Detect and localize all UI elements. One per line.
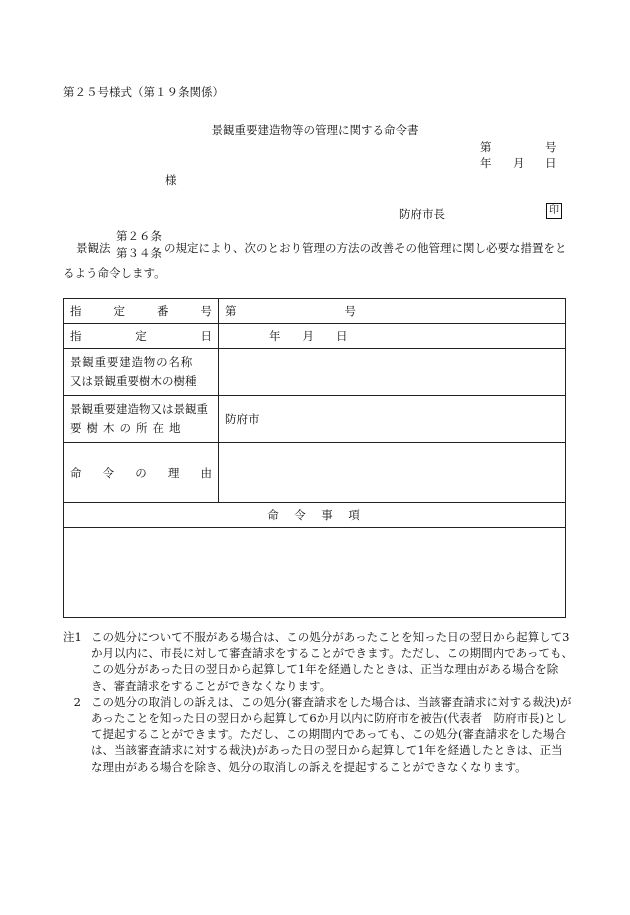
- note-text: この処分について不服がある場合は、この処分があったことを知った日の翌日から起算して3か月以内に、市長に対して審査請求をすることができます。ただし、この期間内であっても、この処分があった日の翌日から起算して1年を経過したときは、正当な理由がある場合を除き、審査請求をすることができなくなります。: [91, 630, 573, 693]
- body-text-line1: の規定により、次のとおり管理の方法の改善その他管理に関し必要な措置をと: [164, 241, 567, 255]
- label-char: 指: [70, 329, 82, 343]
- note-marker: 注1: [63, 630, 82, 644]
- article-26: 第２６条: [116, 229, 162, 243]
- label-designation-number: [64, 299, 219, 324]
- article-34: 第３４条: [116, 246, 162, 260]
- label-char: 由: [200, 465, 212, 480]
- value-reason[interactable]: [219, 443, 566, 503]
- label-char: 日: [200, 329, 212, 343]
- note-marker: 2: [73, 694, 81, 709]
- form-number: 第２５号様式（第１９条関係）: [63, 85, 224, 99]
- issuer: 防府市長: [399, 207, 445, 221]
- label-char: 指: [70, 304, 82, 318]
- table-row: [64, 443, 566, 503]
- value-part: 第: [225, 304, 237, 318]
- label-location: [64, 396, 219, 443]
- date-year: 年: [480, 156, 492, 170]
- label-designation-date: [64, 324, 219, 349]
- label-char: 番: [157, 304, 169, 318]
- table-row: [64, 349, 566, 396]
- body-text-line2: るよう命令します。: [63, 266, 166, 280]
- document-title: 景観重要建造物等の管理に関する命令書: [211, 123, 419, 137]
- value-part: 月: [302, 329, 314, 343]
- notes-section: [63, 629, 573, 775]
- note-item: [63, 694, 573, 775]
- note-item: [63, 629, 573, 694]
- seal-mark: 印: [546, 203, 562, 219]
- table-row: [64, 503, 566, 528]
- table-row: [64, 324, 566, 349]
- order-matters-heading: 命 令 事 項: [64, 503, 566, 528]
- label-char: 定: [113, 304, 125, 318]
- note-text: この処分の取消しの訴えは、この処分(審査請求をした場合は、当該審査請求に対する裁決)があったことを知った日の翌日から起算して6か月以内に防府市を被告(代表者 防府市長)として提起することができます。ただし、この期間内であっても、この処分(審査請求をした場合は、当該審査請求に対する裁決)があった日の翌日から起算して1年を経過したときは、正当な理由がある場合を除き、処分の取消しの訴えを提起することができなくなります。: [91, 694, 572, 774]
- value-part: 号: [344, 304, 356, 318]
- order-matters-content[interactable]: [64, 528, 566, 618]
- label-char: 命: [70, 465, 82, 480]
- value-location[interactable]: 防府市: [219, 396, 566, 443]
- table-row: [64, 396, 566, 443]
- value-designation-date[interactable]: [219, 324, 566, 349]
- label-line: 景観重要建造物の名称: [70, 355, 193, 369]
- label-char: 理: [167, 465, 180, 480]
- order-form-table: [63, 298, 566, 618]
- label-line: 景観重要建造物又は景観重: [70, 402, 208, 416]
- number-prefix: 第: [480, 140, 492, 154]
- value-part: 日: [336, 329, 348, 343]
- table-row: [64, 299, 566, 324]
- table-row: [64, 528, 566, 618]
- label-line: 又は景観重要樹木の樹種: [70, 374, 197, 388]
- label-name-or-species: [64, 349, 219, 396]
- date-month: 月: [513, 156, 525, 170]
- value-designation-number[interactable]: [219, 299, 566, 324]
- value-name-or-species[interactable]: [219, 349, 566, 396]
- value-part: 年: [269, 329, 281, 343]
- label-char: 号: [200, 304, 212, 318]
- addressee: 様: [165, 173, 177, 187]
- label-char: 定: [135, 329, 147, 343]
- article-stack: [116, 228, 162, 262]
- number-suffix: 号: [545, 140, 557, 154]
- date-day: 日: [545, 156, 557, 170]
- law-name: 景観法: [76, 241, 111, 255]
- label-char: の: [135, 465, 147, 480]
- label-char: 令: [102, 465, 115, 480]
- label-line: 要樹木の所在地: [70, 421, 186, 435]
- label-reason: [64, 443, 219, 503]
